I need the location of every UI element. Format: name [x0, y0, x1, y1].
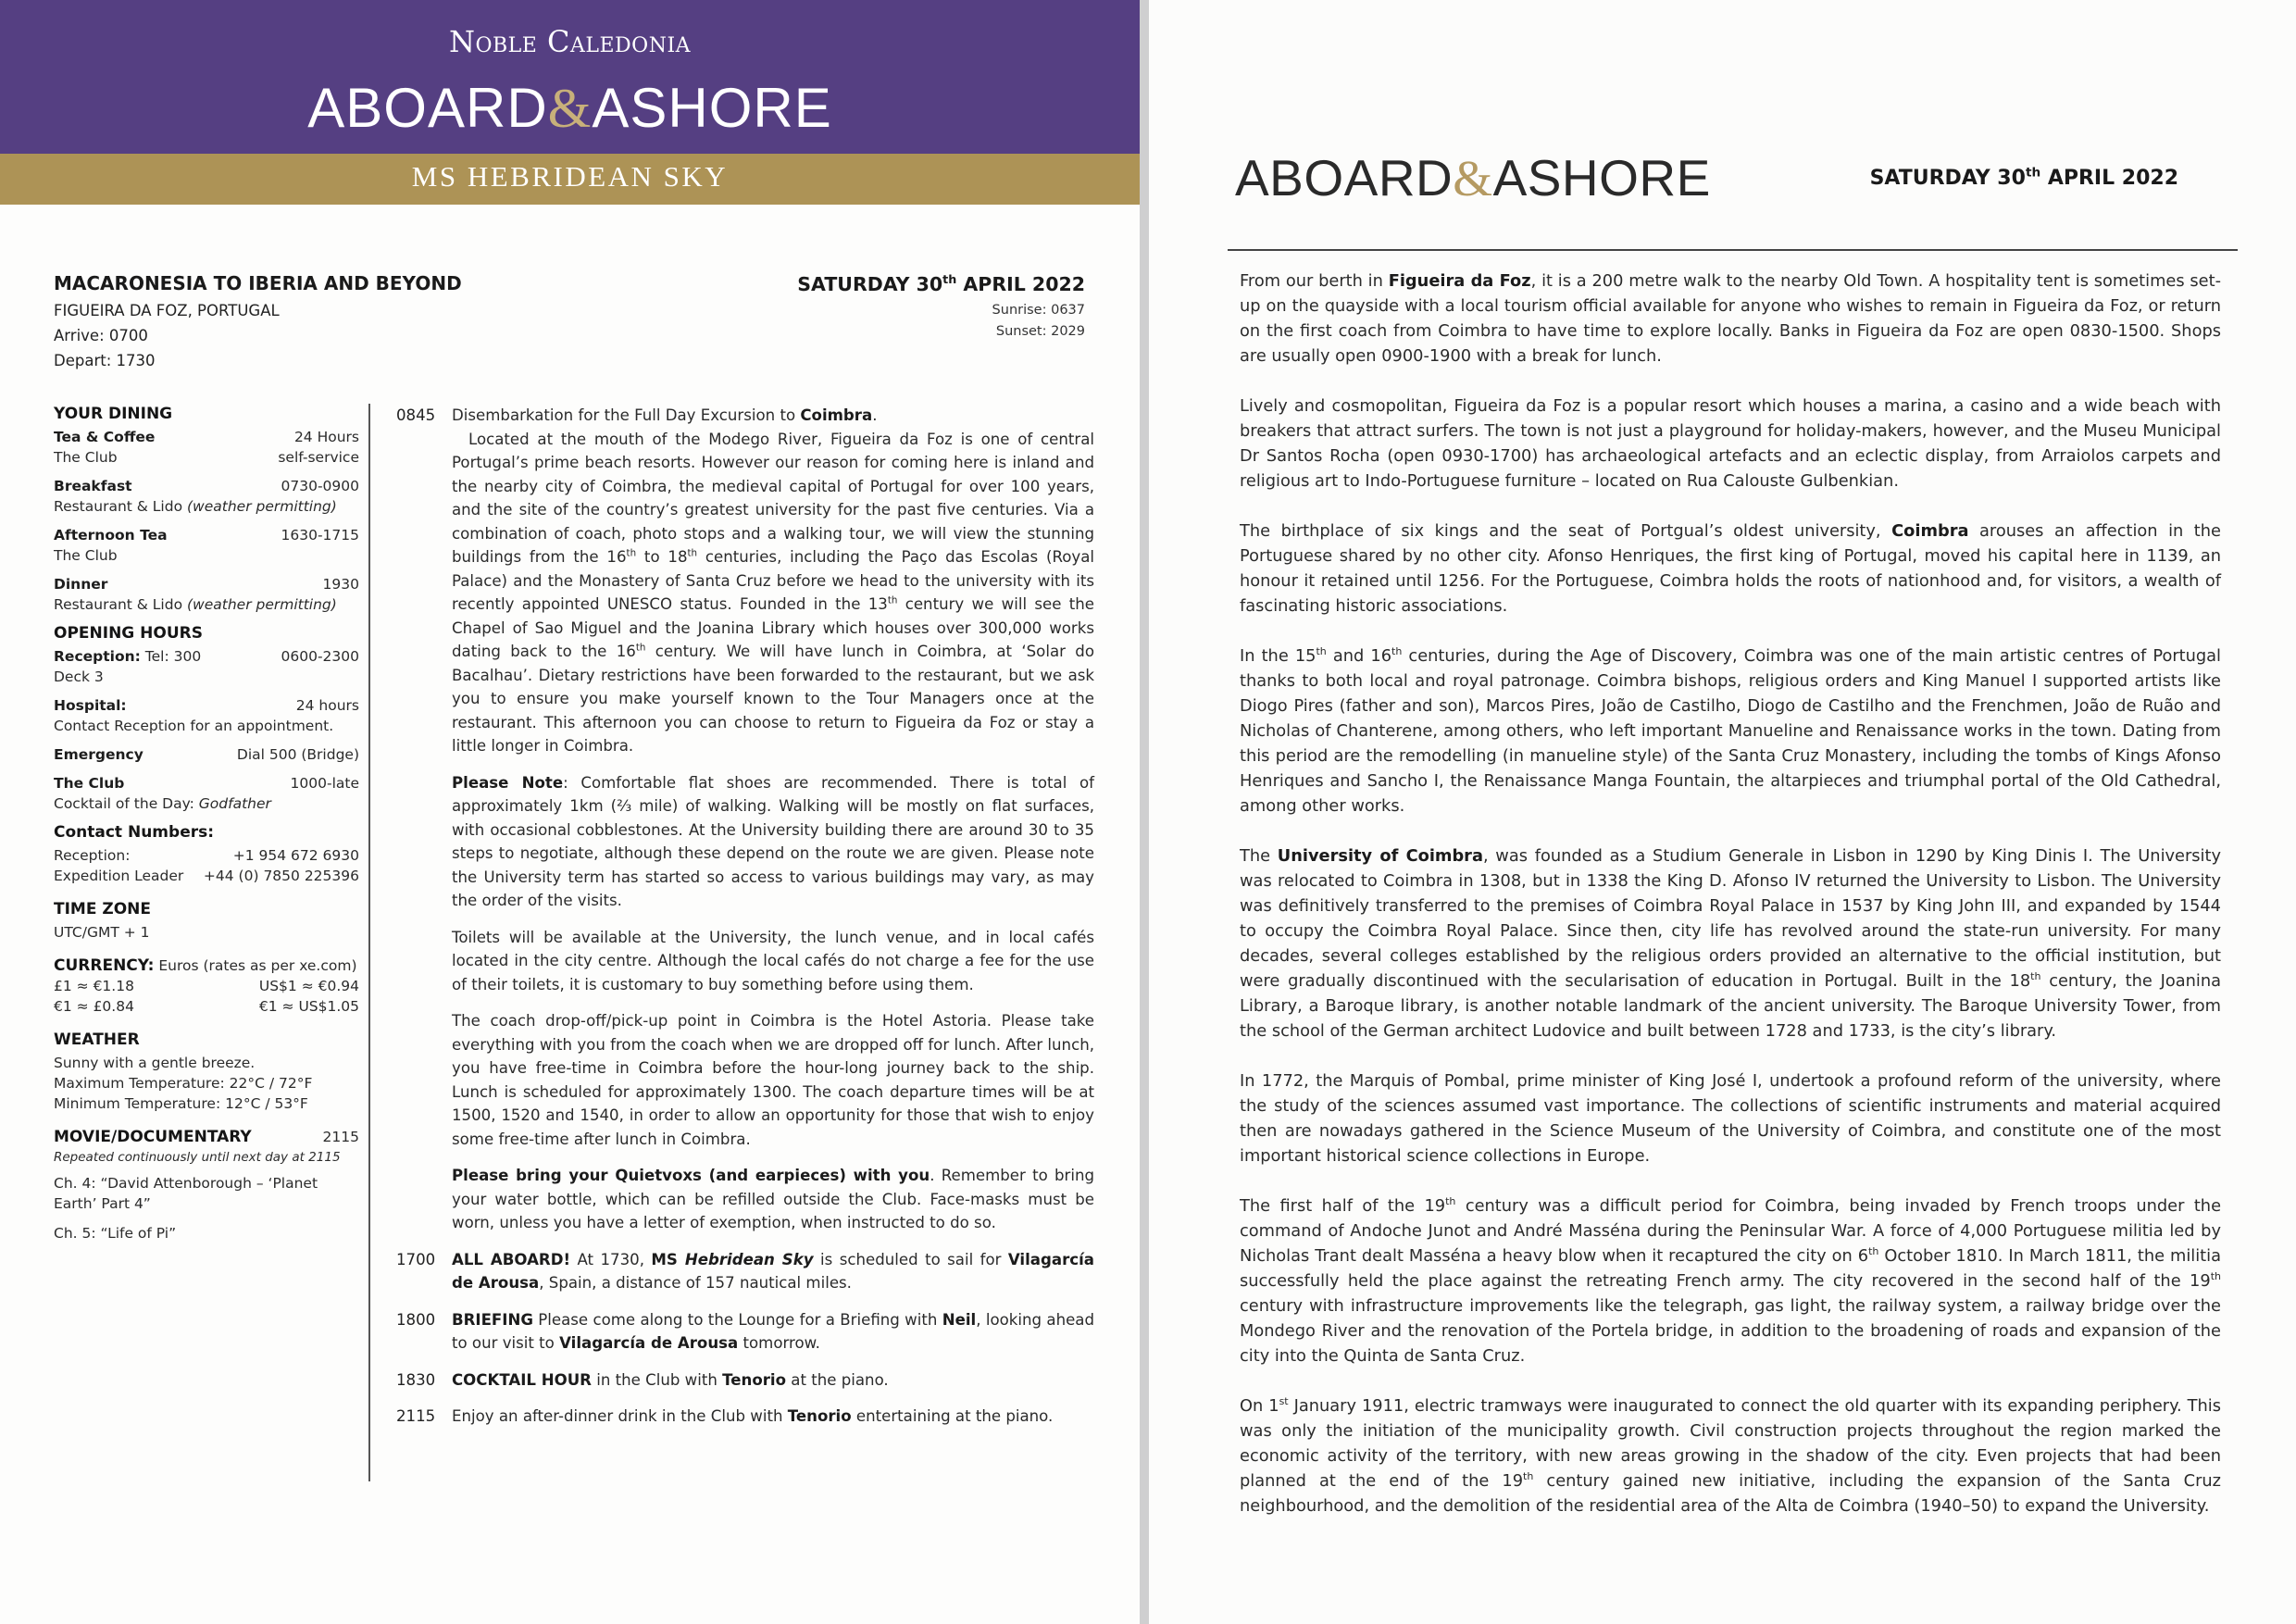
publication-title: ABOARD&ASHORE: [1235, 149, 1711, 206]
paragraph-tramways: On 1st January 1911, electric tramways were inaugurated to connect the old quarter with its expanding periphery. This was only the initiation of the municipality growth. Civil construction projects throughout the region marked the economic activity of the territory, with new areas growing in the shadow of the city. Even projects that had been planned at the end of the 19th century gained new initiative, including the expansion of the Santa Cruz neighbourhood, and the demolition of the residential area of the Alta de Coimbra (1940–50) to expand the University.: [1240, 1395, 2222, 1516]
currency-heading: CURRENCY: Euros (rates as per xe.com): [54, 956, 357, 975]
coach-note: The coach drop-off/pick-up point in Coimbra is the Hotel Astoria. Please take everything with you from the coach when we are dropped off for lunch. After lunch, you have free-time in Coimbra before the hour-long journey back to the ship. Lunch is scheduled for approximately 1300. The coach departure times will be at 1500, 1520 and 1540, in order to allow an opportunity for those that wish to enjoy some free-time after lunch in Coimbra.: [452, 1012, 1094, 1148]
paragraph-coimbra: The birthplace of six kings and the seat of Portgual’s oldest university, Coimbra arouses an affection in the Portuguese shared by no other city. Afonso Henriques, the first king of Portugal, moved his capital here in 1139, an honour it retained until 1256. For the Portuguese, Coimbra holds the roots of nationhood and, for visitors, a wealth of fascinating historic associations.: [1240, 521, 2221, 616]
dining-item: Dinner 1930 Restaurant & Lido (weather permitting): [54, 576, 359, 613]
opening-hospital: Hospital: 24 hours Contact Reception for an appointment.: [54, 697, 359, 734]
movie-note: Repeated continuously until next day at 2115: [54, 1150, 341, 1165]
sunrise: Sunrise: 0637: [992, 303, 1085, 318]
page-date: SATURDAY 30th APRIL 2022: [1869, 165, 2178, 190]
paragraph-university: The University of Coimbra, was founded as a Studium Generale in Lisbon in 1290 by King Dinis I. The University was relocated to Coimbra in 1308, but in 1338 the King D. Afonso IV returned the University to Lisbon. The University was definitively transferred to the premises of Coimbra Royal Palace in 1537 by King John III, and expanded by 1544 to occupy the Coimbra Royal Palace. Since then, city life has revolved around the state-run university. For many decades, several colleges established by the religious orders provided an alternative to the official institution, but were gradually discontinued with the secularisation of education in Portugal. Built in the 18th century, the Joanina Library, a Baroque library, is another notable landmark of the ancient university. The Baroque University Tower, from the school of the German architect Ludovice and built between 1728 and 1733, is the city’s library.: [1240, 846, 2221, 1041]
timezone-value: UTC/GMT + 1: [54, 924, 150, 941]
schedule: [396, 404, 1094, 1429]
right-page: [1149, 0, 2296, 1624]
opening-heading: OPENING HOURS: [54, 624, 203, 643]
weather-heading: WEATHER: [54, 1031, 140, 1049]
depart-time: Depart: 1730: [54, 352, 156, 369]
schedule-entry-0845: 0845 Disembarkation for the Full Day Excursion to Coimbra. Located at the mouth of the Modego River, Figueira da Foz is one of central Portugal’s prime beach resorts. However our reason for coming here is inland and the nearby city of Coimbra, the medieval capital of Portugal for over 100 years, and the site of the country’s greatest university for the past five centuries. Via a combination of coach, photo stops and a walking tour, we will view the stunning buildings from the 16th to 18th centuries, including the Paço das Escolas (Royal Palace) and the Monastery of Santa Cruz before we head to the university with its recently appointed UNESCO status. Founded in the 13th century we will see the Chapel of Sao Miguel and the Joanina Library which houses over 300,000 works dating back to the 16th century. We will have lunch in Coimbra, at ‘Solar do Bacalhau’. Dietary restrictions have been forwarded to the restaurant, but we ask you to ensure you make yourself known to the Tour Managers once at the restaurant. This afternoon you can choose to return to Figueira da Foz or stay a little longer in Coimbra. Please Note: Comfortable flat shoes are recommended. There is total of approximately 1km (⅔ mile) of walking. Walking will be mostly on flat surfaces, with occasional cobblestones. At the University building there are around 30 to 35 steps to negotiate, although these depend on the route we are given. Please note the University term has started so access to various buildings may vary, as may the order of the visits. Toilets will be available at the University, the lunch venue, and in local cafés located in the city centre. Although the local cafés do not charge a fee for the use of their toilets, it is customary to buy something before using them. The coach drop-off/pick-up point in Coimbra is the Hotel Astoria. Please take everything with you from the coach when we are dropped off for lunch. After lunch, you have free-time in Coimbra before the hour-long journey back to the ship. Lunch is scheduled for approximately 1300. The coach departure times will be at 1500, 1520 and 1540, in order to allow an opportunity for those that wish to enjoy some free-time after lunch in Coimbra. Please bring your Quietvoxs (and earpieces) with you. Remember to bring your water bottle, which can be refilled outside the Club. Face-masks must be worn, unless you have a letter of exemption, when instructed to do so.: [396, 404, 1094, 1235]
dining-item: Breakfast 0730-0900 Restaurant & Lido (weather permitting): [54, 478, 359, 515]
dining-heading: YOUR DINING: [54, 405, 173, 423]
opening-club: The Club 1000-late Cocktail of the Day: Godfather: [54, 775, 359, 812]
quietvox-note: Please bring your Quietvoxs (and earpieces) with you. Remember to bring your water bottle, which can be refilled outside the Club. Face-masks must be worn, unless you have a letter of exemption, when instructed to do so.: [452, 1167, 1095, 1231]
article: [1240, 269, 2221, 1543]
opening-reception: Reception: Tel: 300 0600-2300 Deck 3: [54, 648, 359, 685]
schedule-entry-2115: 2115 Enjoy an after-dinner drink in the Club with Tenorio entertaining at the piano.: [396, 1407, 1054, 1425]
info-sidebar: [54, 404, 359, 1243]
dining-item: Afternoon Tea 1630-1715 The Club: [54, 527, 359, 564]
paragraph-pombal: In 1772, the Marquis of Pombal, prime minister of King José I, undertook a profound reform of the university, where the study of the sciences assumed vast importance. The collections of scientific instruments and material acquired then are nowadays gathered in the Science Museum of the University of Coimbra, and constitute one of the most important historical science collections in Europe.: [1240, 1071, 2221, 1166]
paragraph-19th-century: The first half of the 19th century was a difficult period for Coimbra, being invaded by French troops under the command of Andoche Junot and André Masséna during the Peninsular War. A force of 4,000 Portuguese militia led by Nicholas Trant dealt Masséna a heavy blow when it recaptured the city on 6th October 1810. In March 1811, the militia successfully held the place against the retreating French army. The city recovered in the second half of the 19th century with infrastructure improvements like the telegraph, gas light, the railway system, a railway bridge over the Mondego River and the renovation of the Portela bridge, in addition to the broadening of roads and expansion of the city into the Quinta de Santa Cruz.: [1240, 1195, 2222, 1366]
schedule-entry-1800: 1800 BRIEFING Please come along to the Lounge for a Briefing with Neil, looking ahead to our visit to Vilagarcía de Arousa tomorrow.: [396, 1310, 1094, 1352]
walking-note: Please Note: Comfortable flat shoes are recommended. There is total of approximately 1km (⅔ mile) of walking. Walking will be mostly on flat surfaces, with occasional cobblestones. At the University building there are around 30 to 35 steps to negotiate, although these depend on the route we are given. Please note the University term has started so access to various buildings may vary, as may the order of the visits.: [452, 773, 1094, 909]
dining-item: Tea & Coffee 24 Hours The Club self-service: [54, 429, 359, 466]
company-name: Noble Caledonia: [448, 24, 692, 59]
left-page: [0, 0, 1140, 1624]
column-divider: [368, 404, 370, 1481]
movie-chapter-5: Ch. 5: “Life of Pi”: [54, 1225, 177, 1242]
paragraph-discovery: In the 15th and 16th centuries, during the Age of Discovery, Coimbra was one of the main artistic centres of Portugal thanks to both local and royal patronage. Coimbra bishops, religious orders and King Manuel I supported artists like Diogo Pires (father and son), Marcos Pires, João de Castilho, Diogo de Castilho and the Frenchmen, João de Ruão and Nicholas of Chanterene, among others, who left important Manueline and Renaissance works in the town. Dating from this period are the remodelling (in manueline style) of the Santa Cruz Monastery, including the tombs of Kings Afonso Henriques and Sancho I, the Renaissance Manga Fountain, the altarpieces and triumphal portal of the Old Cathedral, among other works.: [1240, 645, 2221, 816]
paragraph-resort: Lively and cosmopolitan, Figueira da Foz is a popular resort which houses a marina, a casino and a wide beach with breakers that attract surfers. The town is not just a playground for holiday-makers, however, and the Museu Municipal Dr Santos Rocha (open 0930-1700) has archaeological artefacts and an eclectic display, from Arraiolos carpets and religious art to Indo-Portuguese furniture – located on Rua Calouste Gulbenkian.: [1240, 396, 2221, 491]
currency-rates: £1 ≈ €1.18 US$1 ≈ €0.94 €1 ≈ £0.84 €1 ≈ US$1.05: [54, 978, 359, 1015]
voyage-name: MACARONESIA TO IBERIA AND BEYOND: [54, 272, 462, 294]
opening-emergency: Emergency Dial 500 (Bridge): [54, 746, 359, 763]
excursion-description: Located at the mouth of the Modego River, Figueira da Foz is one of central Portugal’s prime beach resorts. However our reason for coming here is inland and the nearby city of Coimbra, the medieval capital of Portugal for over 100 years, and the site of the country’s greatest university for the past five centuries. Via a combination of coach, photo stops and a walking tour, we will view the stunning buildings from the 16th to 18th centuries, including the Paço das Escolas (Royal Palace) and the Monastery of Santa Cruz before we head to the university with its recently appointed UNESCO status. Founded in the 13th century we will see the Chapel of Sao Miguel and the Joanina Library which houses over 300,000 works dating back to the 16th century. We will have lunch in Coimbra, at ‘Solar do Bacalhau’. Dietary restrictions have been forwarded to the restaurant, but we ask you to ensure you make yourself known to the Tour Managers once at the restaurant. This afternoon you can choose to return to Figueira da Foz or stay a little longer in Coimbra.: [452, 430, 1095, 755]
weather-info: Sunny with a gentle breeze. Maximum Temperature: 22°C / 72°F Minimum Temperature: 12°C / 53°F: [54, 1055, 313, 1112]
contacts-list: Reception: +1 954 672 6930 Expedition Leader +44 (0) 7850 225396: [54, 847, 359, 884]
contacts-heading: Contact Numbers:: [54, 823, 215, 842]
header-divider: [1228, 249, 2238, 251]
paragraph-figueira: From our berth in Figueira da Foz, it is a 200 metre walk to the nearby Old Town. A hospitality tent is sometimes set-up on the quayside with a local tourism official available for anyone who wishes to remain in Figueira da Foz, or return on the first coach from Coimbra to have time to explore locally. Banks in Figueira da Foz are open 0830-1500. Shops are usually open 0900-1900 with a break for lunch.: [1240, 271, 2221, 366]
arrive-time: Arrive: 0700: [54, 327, 148, 344]
sunset: Sunset: 2029: [995, 324, 1085, 339]
port-name: FIGUEIRA DA FOZ, PORTUGAL: [54, 302, 280, 319]
toilets-note: Toilets will be available at the University, the lunch venue, and in local cafés located in the city centre. Although the local cafés do not charge a fee for the use of their toilets, it is customary to buy something before using them.: [452, 928, 1094, 993]
timezone-heading: TIME ZONE: [54, 900, 151, 918]
movie-heading: MOVIE/DOCUMENTARY 2115: [54, 1128, 359, 1146]
schedule-entry-1700: 1700 ALL ABOARD! At 1730, MS Hebridean Sky is scheduled to sail for Vilagarcía de Arousa, Spain, a distance of 157 nautical miles.: [396, 1250, 1094, 1292]
movie-chapter-4: Ch. 4: “David Attenborough – ‘Planet Earth’ Part 4”: [54, 1175, 318, 1212]
page-date: SATURDAY 30th APRIL 2022: [797, 272, 1085, 295]
publication-title: ABOARD&ASHORE: [307, 77, 832, 139]
ship-name: MS HEBRIDEAN SKY: [411, 160, 729, 193]
schedule-entry-1830: 1830 COCKTAIL HOUR in the Club with Tenorio at the piano.: [396, 1370, 889, 1389]
